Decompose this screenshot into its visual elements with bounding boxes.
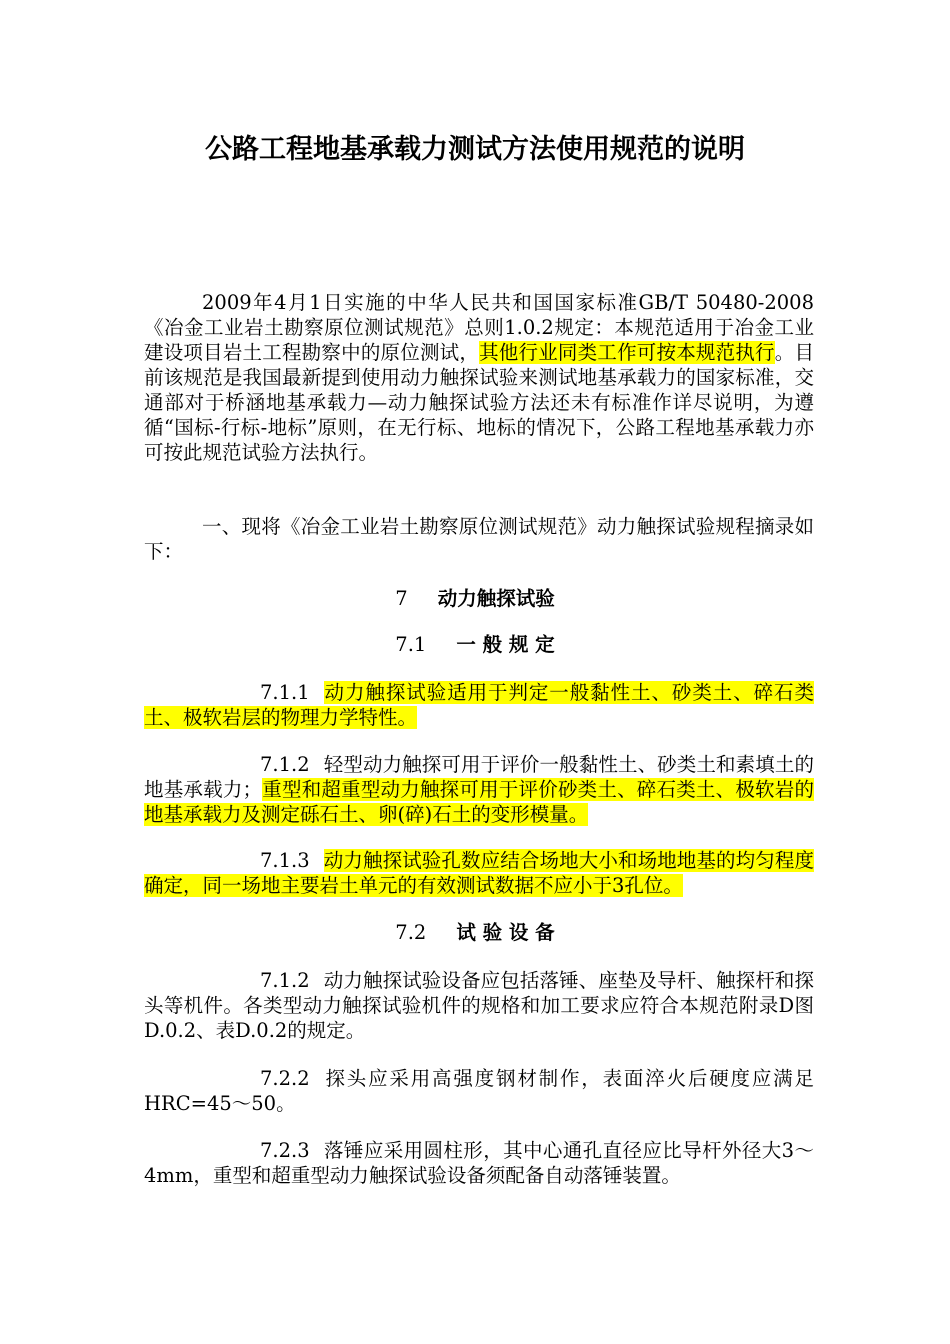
clause-7-1-1-highlight: 动力触探试验适用于判定一般黏性土、砂类土、碎石类土、极软岩层的物理力学特性。: [144, 681, 814, 729]
clause-7-2-1: [144, 968, 814, 1043]
clause-7-2-2-number: 7.2.2: [260, 1067, 310, 1090]
section-7-1-heading: [0, 632, 950, 658]
clause-7-1-1: [144, 680, 814, 730]
document-title: 公路工程地基承载力测试方法使用规范的说明: [205, 134, 745, 165]
section-7-heading: [0, 586, 950, 612]
clause-7-1-2: [144, 752, 814, 827]
intro-text-b: 。目前该规范是我国最新提到使用动力触探试验来测试地基承载力的国家标准，交通部对于桥涵地基承载力—动力触探试验方法还未有标准作详尽说明，为遵循“国标-行标-地标”原则，在无行标、地标的情况下，公路工程地基承载力亦可按此规范试验方法执行。: [144, 341, 814, 464]
clause-7-2-3-number: 7.2.3: [260, 1139, 310, 1162]
section-7-2-title: 试 验 设 备: [456, 921, 555, 944]
clause-7-2-2: [144, 1066, 814, 1116]
section-7-number: 7: [395, 587, 408, 610]
clause-7-1-2-number: 7.1.2: [260, 753, 310, 776]
intro-highlight: 其他行业同类工作可按本规范执行: [479, 341, 775, 364]
clause-7-1-2-text: 轻型动力触探可用于评价一般黏性土、砂类土和素填土的地基承载力；: [144, 753, 814, 801]
clause-7-2-2-text: 探头应采用高强度钢材制作，表面淬火后硬度应满足HRC=45～50。: [144, 1067, 814, 1115]
clause-7-2-1-number: 7.1.2: [260, 969, 310, 992]
clause-7-2-3-text: 落锤应采用圆柱形，其中心通孔直径应比导杆外径大3～4mm，重型和超重型动力触探试验设备须配备自动落锤装置。: [144, 1139, 814, 1187]
clause-7-1-3-number: 7.1.3: [260, 849, 310, 872]
clause-7-2-3: [144, 1138, 814, 1188]
section-7-2-heading: [0, 920, 950, 946]
clause-7-1-3: [144, 848, 814, 898]
section-7-2-number: 7.2: [395, 921, 427, 944]
intro-paragraph: [144, 290, 814, 465]
clause-7-2-1-text: 动力触探试验设备应包括落锤、座垫及导杆、触探杆和探头等机件。各类型动力触探试验机件的规格和加工要求应符合本规范附录D图D.0.2、表D.0.2的规定。: [144, 969, 814, 1042]
clause-7-1-3-highlight: 动力触探试验孔数应结合场地大小和场地地基的均匀程度确定，同一场地主要岩土单元的有效测试数据不应小于3孔位。: [144, 849, 814, 897]
excerpt-intro-paragraph: 一、现将《冶金工业岩土勘察原位测试规范》动力触探试验规程摘录如下：: [144, 515, 814, 563]
section-7-1-number: 7.1: [395, 633, 427, 656]
clause-7-1-2-highlight: 重型和超重型动力触探可用于评价砂类土、碎石类土、极软岩的地基承载力及测定砾石土、卵(碎)石土的变形模量。: [144, 778, 814, 826]
clause-7-1-1-number: 7.1.1: [260, 681, 310, 704]
intro-text-a: 2009年4月1日实施的中华人民共和国国家标准GB/T 50480-2008《冶金工业岩土勘察原位测试规范》总则1.0.2规定：本规范适用于冶金工业建设项目岩土工程勘察中的原位测试，: [144, 291, 814, 364]
section-7-title: 动力触探试验: [437, 587, 555, 610]
section-7-1-title: 一 般 规 定: [456, 633, 555, 656]
